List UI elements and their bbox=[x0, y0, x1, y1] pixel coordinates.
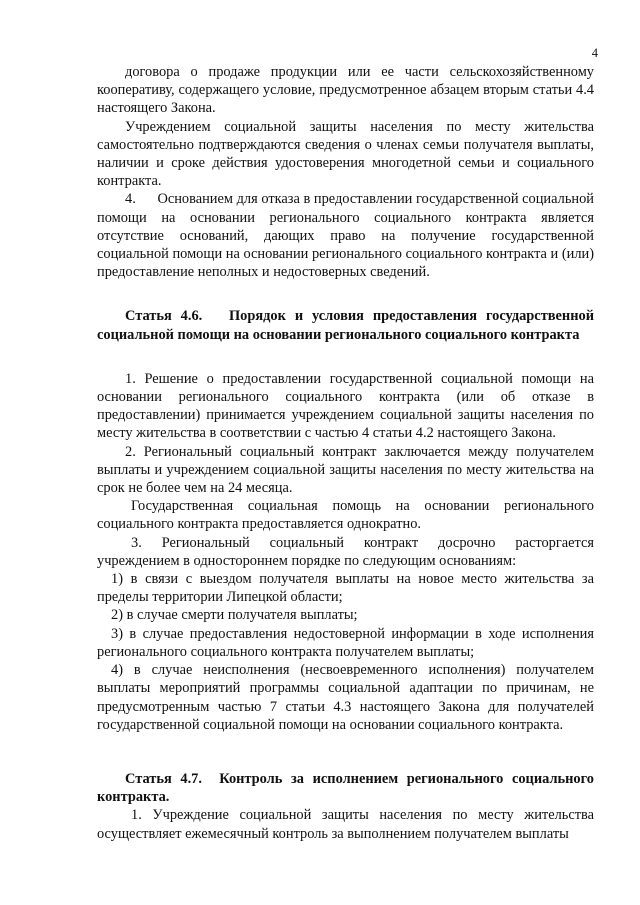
list-item: 3) в случае предоставления недостоверной информации в ходе исполнения регионального социального контракта получателем выплаты; bbox=[97, 625, 594, 660]
paragraph: договора о продаже продукции или ее части сельскохозяйственному кооперативу, содержащего условие, предусмотренное абзацем вторым статьи 4.4 настоящего Закона. bbox=[97, 64, 594, 117]
list-item: 2) в случае смерти получателя выплаты; bbox=[111, 607, 358, 624]
paragraph: Учреждением социальной защиты населения по месту жительства самостоятельно подтверждаются сведения о членах семьи получателя выплаты, наличии и сроке действия удостоверения многодетной семьи и социального контракта. bbox=[97, 118, 594, 190]
list-item: 4) в случае неисполнения (несвоевременного исполнения) получателем выплаты мероприятий программы социальной адаптации по причинам, не предусмотренным частью 7 статьи 4.3 настоящего Закона для получателей государственной социальной помощи на основании социального контракта. bbox=[97, 662, 594, 733]
paragraph: 2. Региональный социальный контракт заключается между получателем выплаты и учреждением социальной защиты населения по месту жительства на срок не более чем на 24 месяца. bbox=[97, 443, 594, 497]
list-item: 1) в связи с выездом получателя выплаты на новое место жительства за пределы территории Липецкой области; bbox=[97, 571, 594, 606]
article-heading: Статья 4.6. Порядок и условия предоставления государственной социальной помощи на основании регионального социального контракта bbox=[97, 308, 598, 343]
paragraph: 4. Основанием для отказа в предоставлении государственной социальной помощи на основании регионального социального контракта является отсутствие оснований, дающих право на получение государственной социальной помощи на основании регионального социального контракта и (или) предоставление неполных и недостоверных сведений. bbox=[97, 191, 598, 281]
paragraph: Государственная социальная помощь на основании регионального социального контракта предоставляется однократно. bbox=[97, 498, 594, 533]
paragraph: 1. Учреждение социальной защиты населения по месту жительства осуществляет ежемесячный контроль за выполнением получателем выплаты bbox=[97, 807, 594, 842]
spacer bbox=[97, 344, 594, 370]
page-number: 4 bbox=[591, 46, 598, 60]
paragraph: 1. Решение о предоставлении государственной социальной помощи на основании регионального социального контракта (или об отказе в предоставлении) принимается учреждением социальной защиты населения по месту жительства в соответствии с частью 4 статьи 4.2 настоящего Закона. bbox=[97, 370, 594, 442]
spacer bbox=[97, 734, 594, 770]
document-body bbox=[97, 63, 598, 843]
article-heading: Статья 4.7. Контроль за исполнением регионального социального контракта. bbox=[97, 770, 598, 806]
spacer bbox=[97, 281, 594, 307]
paragraph: 3. Региональный социальный контракт досрочно расторгается учреждением в одностороннем порядке по следующим основаниям: bbox=[97, 534, 594, 569]
